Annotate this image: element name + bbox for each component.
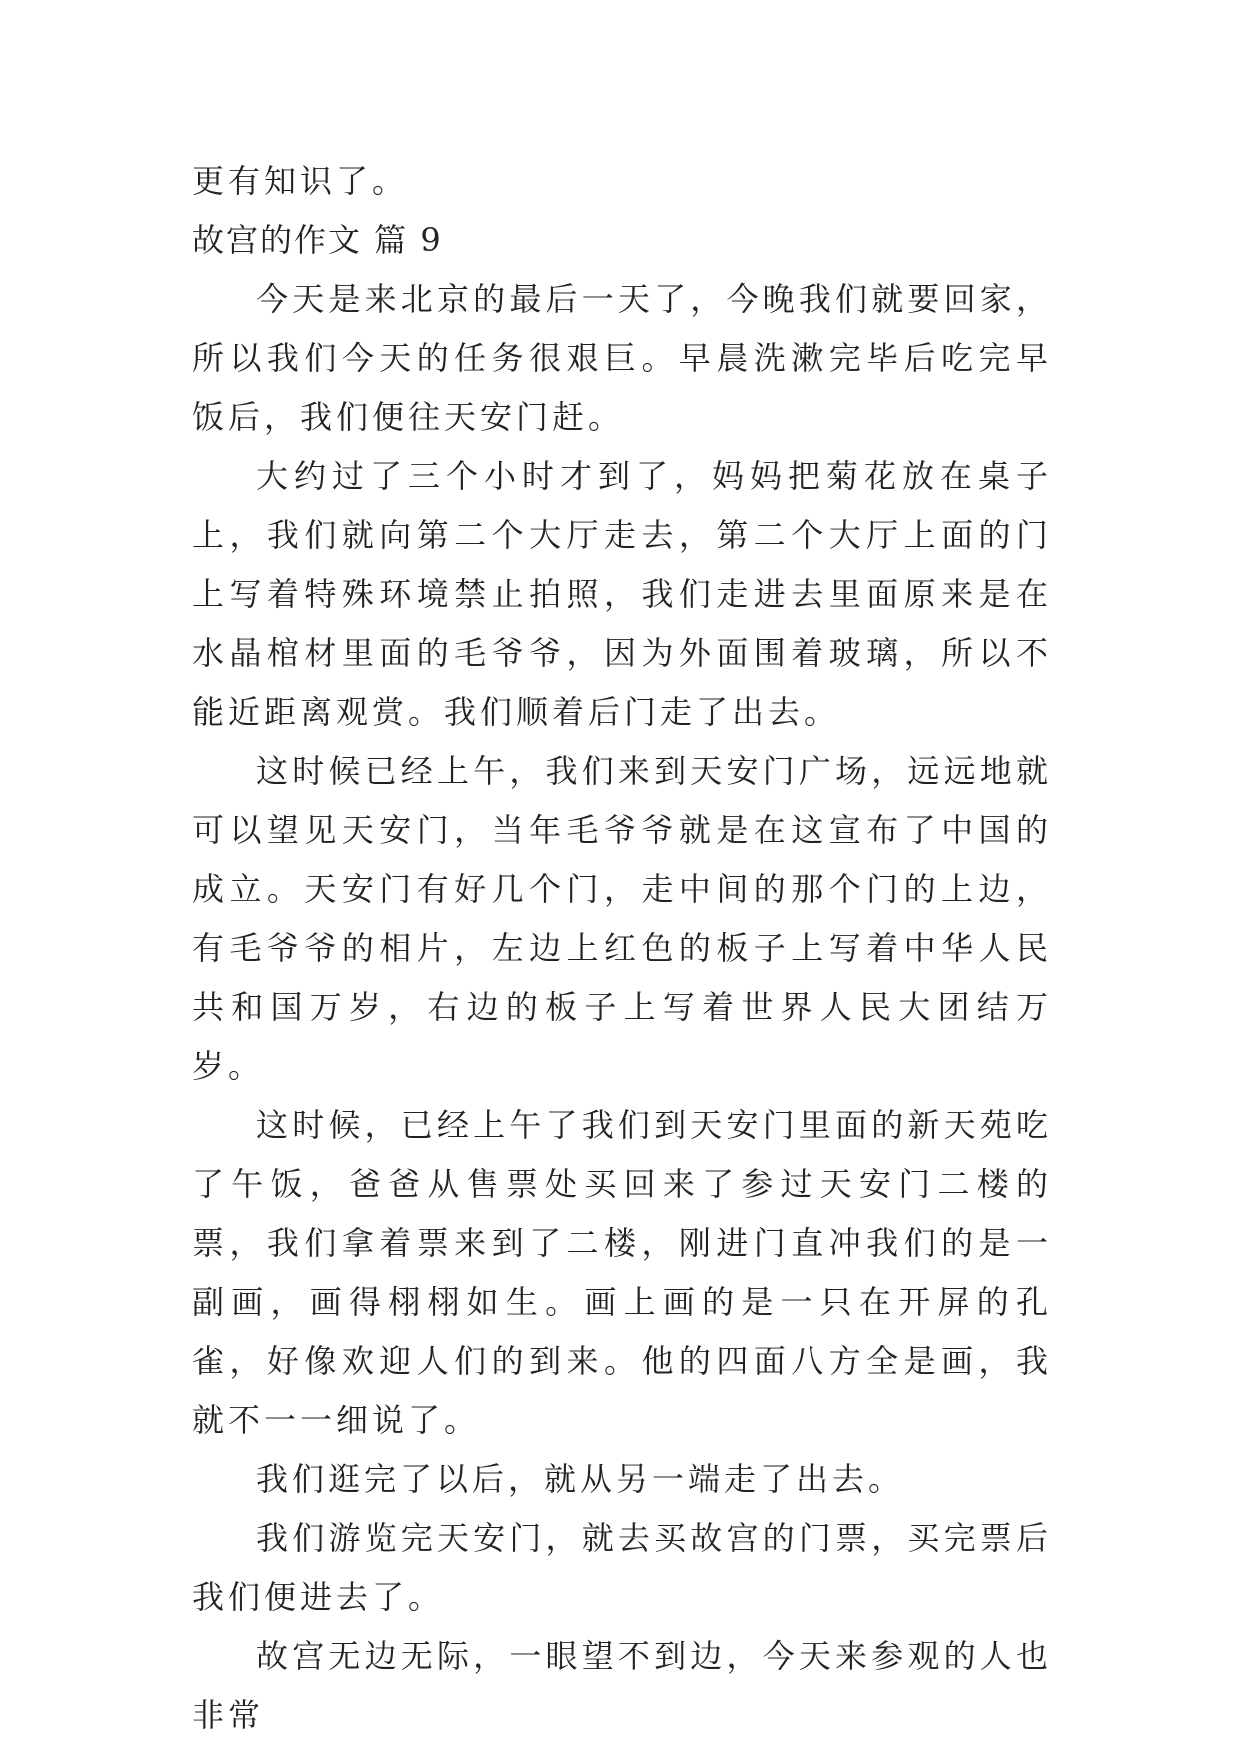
paragraph-7: 故宫无边无际，一眼望不到边，今天来参观的人也非常 [192, 1637, 1052, 1734]
paragraph-1: 今天是来北京的最后一天了，今晚我们就要回家，所以我们今天的任务很艰巨。早晨洗漱完毕后吃完早饭后，我们便往天安门赶。 [192, 280, 1052, 436]
paragraph-3: 这时候已经上午，我们来到天安门广场，远远地就可以望见天安门，当年毛爷爷就是在这宣布了中国的成立。天安门有好几个门，走中间的那个门的上边，有毛爷爷的相片，左边上红色的板子上写着中华人民共和国万岁，右边的板子上写着世界人民大团结万岁。 [192, 752, 1052, 1085]
essay-body [192, 152, 1052, 1745]
paragraph-5: 我们逛完了以后，就从另一端走了出去。 [256, 1460, 905, 1498]
lead-line: 更有知识了。 [192, 162, 409, 200]
paragraph-4: 这时候，已经上午了我们到天安门里面的新天苑吃了午饭，爸爸从售票处买回来了参过天安门二楼的票，我们拿着票来到了二楼，刚进门直冲我们的是一副画，画得栩栩如生。画上画的是一只在开屏的孔雀，好像欢迎人们的到来。他的四面八方全是画，我就不一一细说了。 [192, 1106, 1052, 1439]
paragraph-6: 我们游览完天安门，就去买故宫的门票，买完票后我们便进去了。 [192, 1519, 1052, 1616]
paragraph-2: 大约过了三个小时才到了，妈妈把菊花放在桌子上，我们就向第二个大厅走去，第二个大厅上面的门上写着特殊环境禁止拍照，我们走进去里面原来是在水晶棺材里面的毛爷爷，因为外面围着玻璃，所以不能近距离观赏。我们顺着后门走了出去。 [192, 457, 1052, 731]
essay-heading: 故宫的作文 篇 9 [192, 221, 443, 259]
